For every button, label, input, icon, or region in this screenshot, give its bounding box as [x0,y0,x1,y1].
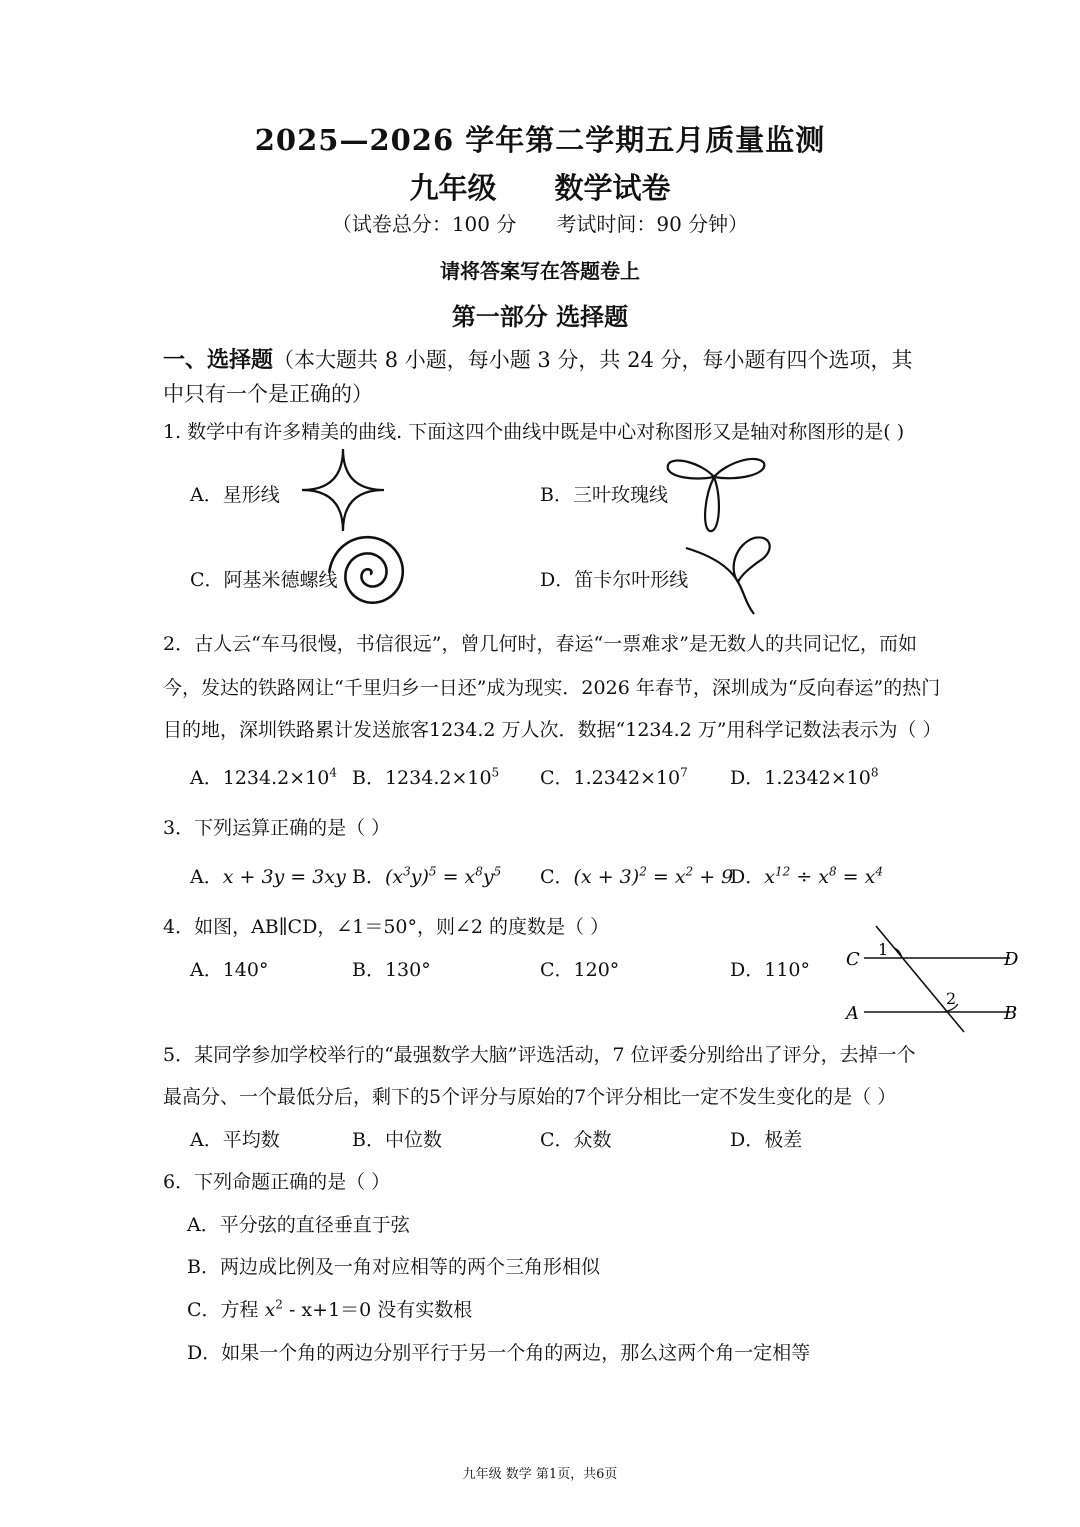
q1-option-a: A．星形线 [190,484,280,506]
exam-info [0,208,1080,237]
label-a: A [846,1003,859,1024]
q4-option-b: B．130° [352,959,431,981]
exam-title: 2025—2026 学年第二学期五月质量监测 [254,123,826,157]
q2-option-d: D．$1.2342\times 10^8$ [730,765,879,789]
q2-option-a: A．$1234.2\times 10^4$ [190,765,337,789]
label-b: B [1004,1003,1018,1024]
q5-option-c: C．众数 [540,1129,612,1151]
q6-stem: 6．下列命题正确的是（ ） [163,1171,391,1193]
q2-option-b: B．$1234.2\times 10^5$ [352,765,500,789]
q2-line-2: 今，发达的铁路网让“千里归乡一日还”成为现实．2026 年春节，深圳成为“反向春运”的热门 [163,677,941,699]
q1-option-d: D．笛卡尔叶形线 [540,569,689,591]
angle-1-label: 1 [878,940,889,959]
q1-option-b: B．三叶玫瑰线 [540,484,668,506]
spiral-figure [332,536,428,616]
q2-line-1: 2．古人云“车马很慢，书信很远”，曾几何时，春运“一票难求”是无数人的共同记忆，而如 [163,633,917,655]
q2-line-3: 目的地，深圳铁路累计发送旅客1234.2 万人次．数据“1234.2 万”用科学记数法表示为（ ） [163,719,942,741]
q5-option-d: D．极差 [730,1129,803,1151]
label-c: C [846,949,860,970]
q3-option-c: C．$(x + 3)^2 = x^2 + 9$ [540,864,734,888]
q4-stem: 4．如图，AB∥CD，∠1＝50°，则∠2 的度数是（ ） [163,916,610,938]
q3-option-b: B．$(x^3y)^5 = x^8y^5$ [352,864,502,888]
q1-option-c: C．阿基米德螺线 [190,569,338,591]
part-title: 第一部分 选择题 [451,302,629,331]
subject-label: 数学试卷 [554,171,671,205]
q6-option-b: B．两边成比例及一角对应相等的两个三角形相似 [187,1256,600,1278]
rose-figure [664,445,769,533]
q4-option-c: C．120° [540,959,620,981]
q6-option-c: C．方程 $x^2 - x+1=0$ 没有实数根 [187,1297,473,1321]
q1-stem: 1. 数学中有许多精美的曲线. 下面这四个曲线中既是中心对称图形又是轴对称图形的是( ) [163,421,905,443]
grade-label: 九年级 [409,171,497,205]
q3-option-a: A．x + 3y = 3xy [190,866,346,888]
q4-option-a: A．140° [190,959,269,981]
section-desc: （本大题共 8 小题，每小题 3 分，共 24 分，每小题有四个选项，其中只有一个是正确的） [163,348,913,406]
label-d: D [1004,949,1019,970]
folium-figure [684,534,776,616]
q2-option-c: C．$1.2342\times 10^7$ [540,765,688,789]
q3-option-d: D．$x^{12} \div x^8 = x^4$ [730,864,883,888]
answer-instruction: 请将答案写在答题卷上 [440,259,640,283]
page-footer: 九年级 数学 第1页，共6页 [462,1467,618,1482]
angle-2-label: 2 [946,989,957,1008]
astroid-figure [300,447,386,533]
exam-subtitle [0,166,1080,207]
q3-stem: 3．下列运算正确的是（ ） [163,817,391,839]
q5-option-a: A．平均数 [190,1129,280,1151]
q5-line-2: 最高分、一个最低分后，剩下的5个评分与原始的7个评分相比一定不发生变化的是（ ） [163,1086,897,1108]
parallel-lines-figure [840,920,1030,1035]
q4-option-d: D．110° [730,959,810,981]
exam-time: 考试时间：90 分钟） [556,212,749,236]
total-score: （试卷总分：100 分 [331,212,517,236]
q5-option-b: B．中位数 [352,1129,442,1151]
section-title: 一、选择题 [163,347,274,373]
q5-line-1: 5．某同学参加学校举行的“最强数学大脑”评选活动，7 位评委分别给出了评分，去掉一个 [163,1044,916,1066]
q6-option-a: A．平分弦的直径垂直于弦 [187,1214,410,1236]
section-heading [163,343,923,411]
q6-option-d: D．如果一个角的两边分别平行于另一个角的两边，那么这两个角一定相等 [187,1342,811,1364]
